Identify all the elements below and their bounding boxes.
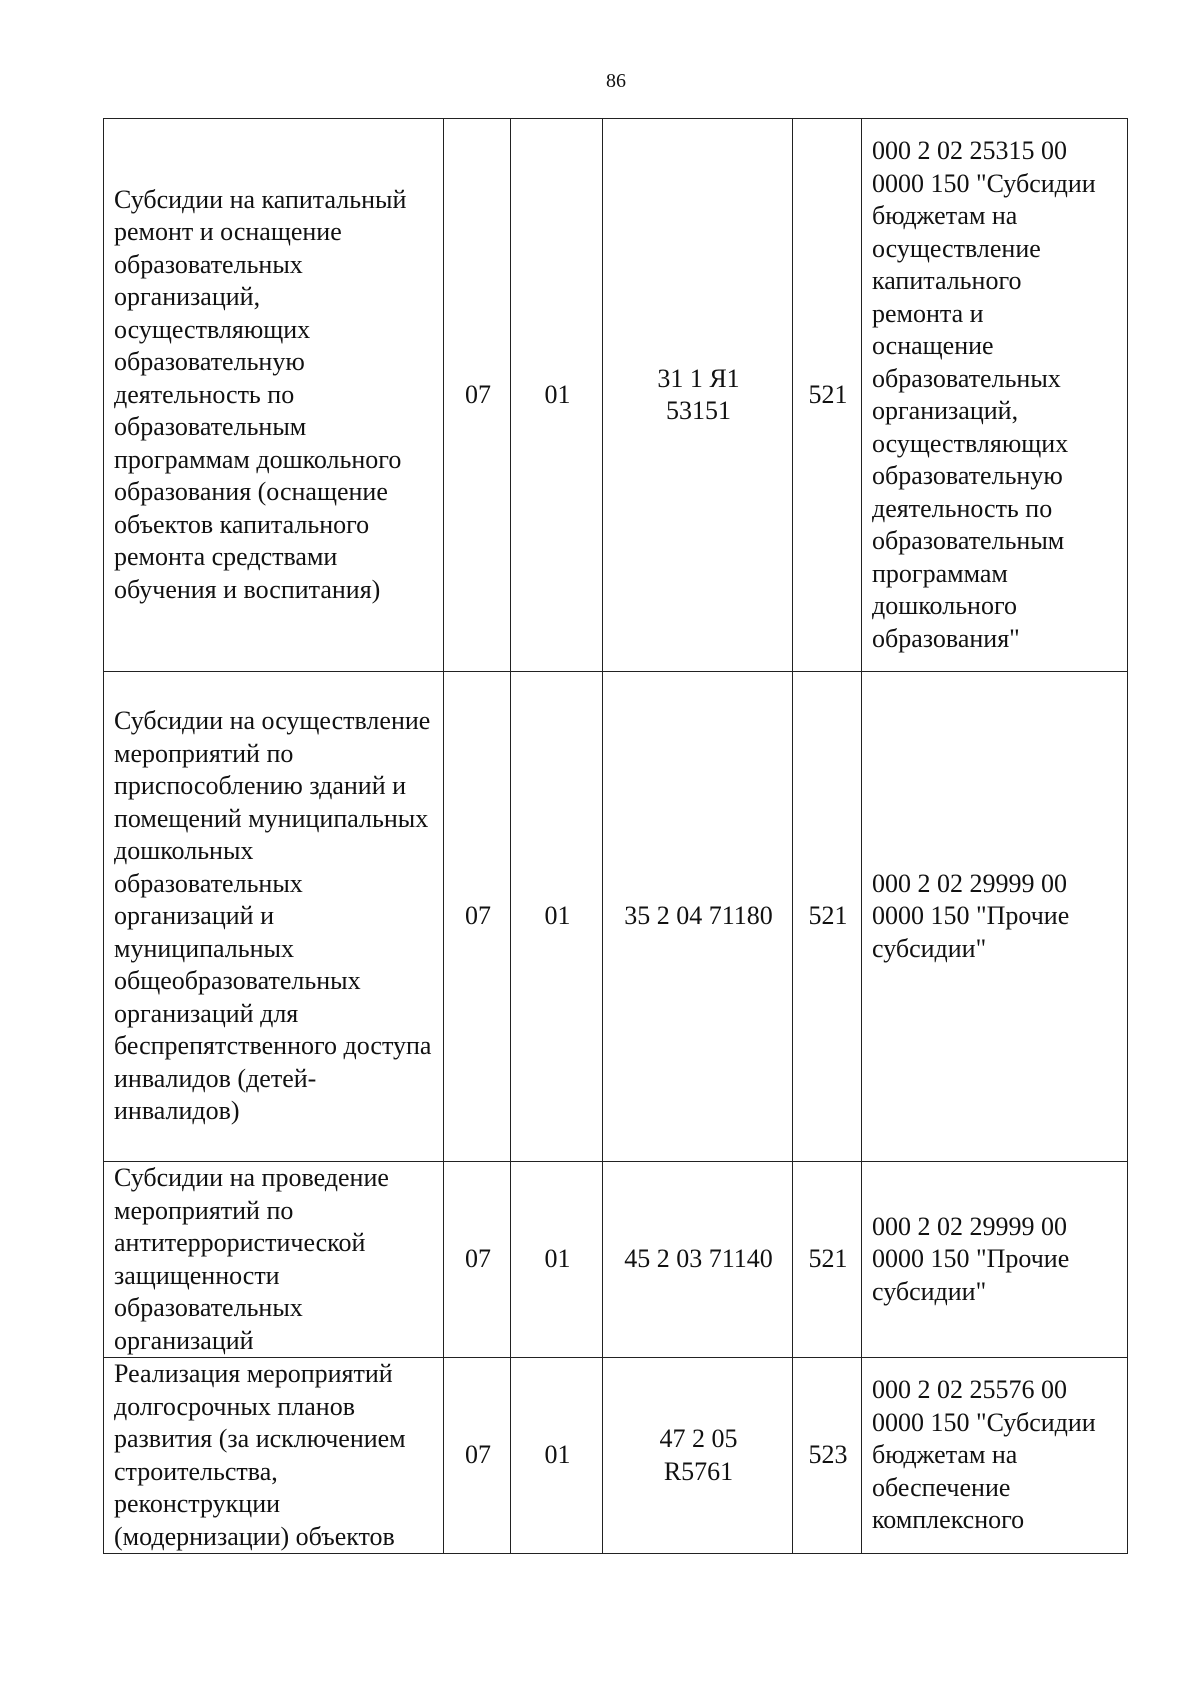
- subsection-code-cell: 01: [511, 672, 603, 1162]
- revenue-code-cell: 000 2 02 25315 00 0000 150 "Субсидии бюджетам на осуществление капитального ремонта и оснащение образовательных организаций, осуществляющих образовательную деятельность по образовательным программам дошкольного образования": [862, 119, 1128, 672]
- expense-type-cell: 521: [793, 672, 862, 1162]
- table-row: [104, 1358, 1128, 1554]
- subsection-code-cell: 01: [511, 1358, 603, 1554]
- page-number: 86: [606, 70, 626, 92]
- table-row: [104, 1162, 1128, 1358]
- expense-type-cell: 521: [793, 119, 862, 672]
- target-article-cell: 35 2 04 71180: [603, 672, 793, 1162]
- table-row: [104, 119, 1128, 672]
- target-article-cell: 31 1 Я1 53151: [603, 119, 793, 672]
- target-article-cell: 47 2 05 R5761: [603, 1358, 793, 1554]
- row-name-cell: Субсидии на капитальный ремонт и оснащение образовательных организаций, осуществляющих образовательную деятельность по образовательным программам дошкольного образования (оснащение объектов капитального ремонта средствами обучения и воспитания): [104, 119, 444, 672]
- section-code-cell: 07: [444, 119, 511, 672]
- row-name-cell: Реализация мероприятий долгосрочных планов развития (за исключением строительства, реконструкции (модернизации) объектов: [104, 1358, 444, 1554]
- subsection-code-cell: 01: [511, 1162, 603, 1358]
- subsection-code-cell: 01: [511, 119, 603, 672]
- row-name-cell: Субсидии на осуществление мероприятий по приспособлению зданий и помещений муниципальных дошкольных образовательных организаций и муниципальных общеобразовательных организаций для беспрепятственного доступа инвалидов (детей-инвалидов): [104, 672, 444, 1162]
- section-code-cell: 07: [444, 1162, 511, 1358]
- target-article-cell: 45 2 03 71140: [603, 1162, 793, 1358]
- revenue-code-cell: 000 2 02 25576 00 0000 150 "Субсидии бюджетам на обеспечение комплексного: [862, 1358, 1128, 1554]
- section-code-cell: 07: [444, 1358, 511, 1554]
- section-code-cell: 07: [444, 672, 511, 1162]
- table-row: [104, 672, 1128, 1162]
- expense-type-cell: 523: [793, 1358, 862, 1554]
- revenue-code-cell: 000 2 02 29999 00 0000 150 "Прочие субсидии": [862, 672, 1128, 1162]
- revenue-code-cell: 000 2 02 29999 00 0000 150 "Прочие субсидии": [862, 1162, 1128, 1358]
- expense-type-cell: 521: [793, 1162, 862, 1358]
- row-name-cell: Субсидии на проведение мероприятий по антитеррористической защищенности образовательных организаций: [104, 1162, 444, 1358]
- budget-table: [103, 118, 1128, 1554]
